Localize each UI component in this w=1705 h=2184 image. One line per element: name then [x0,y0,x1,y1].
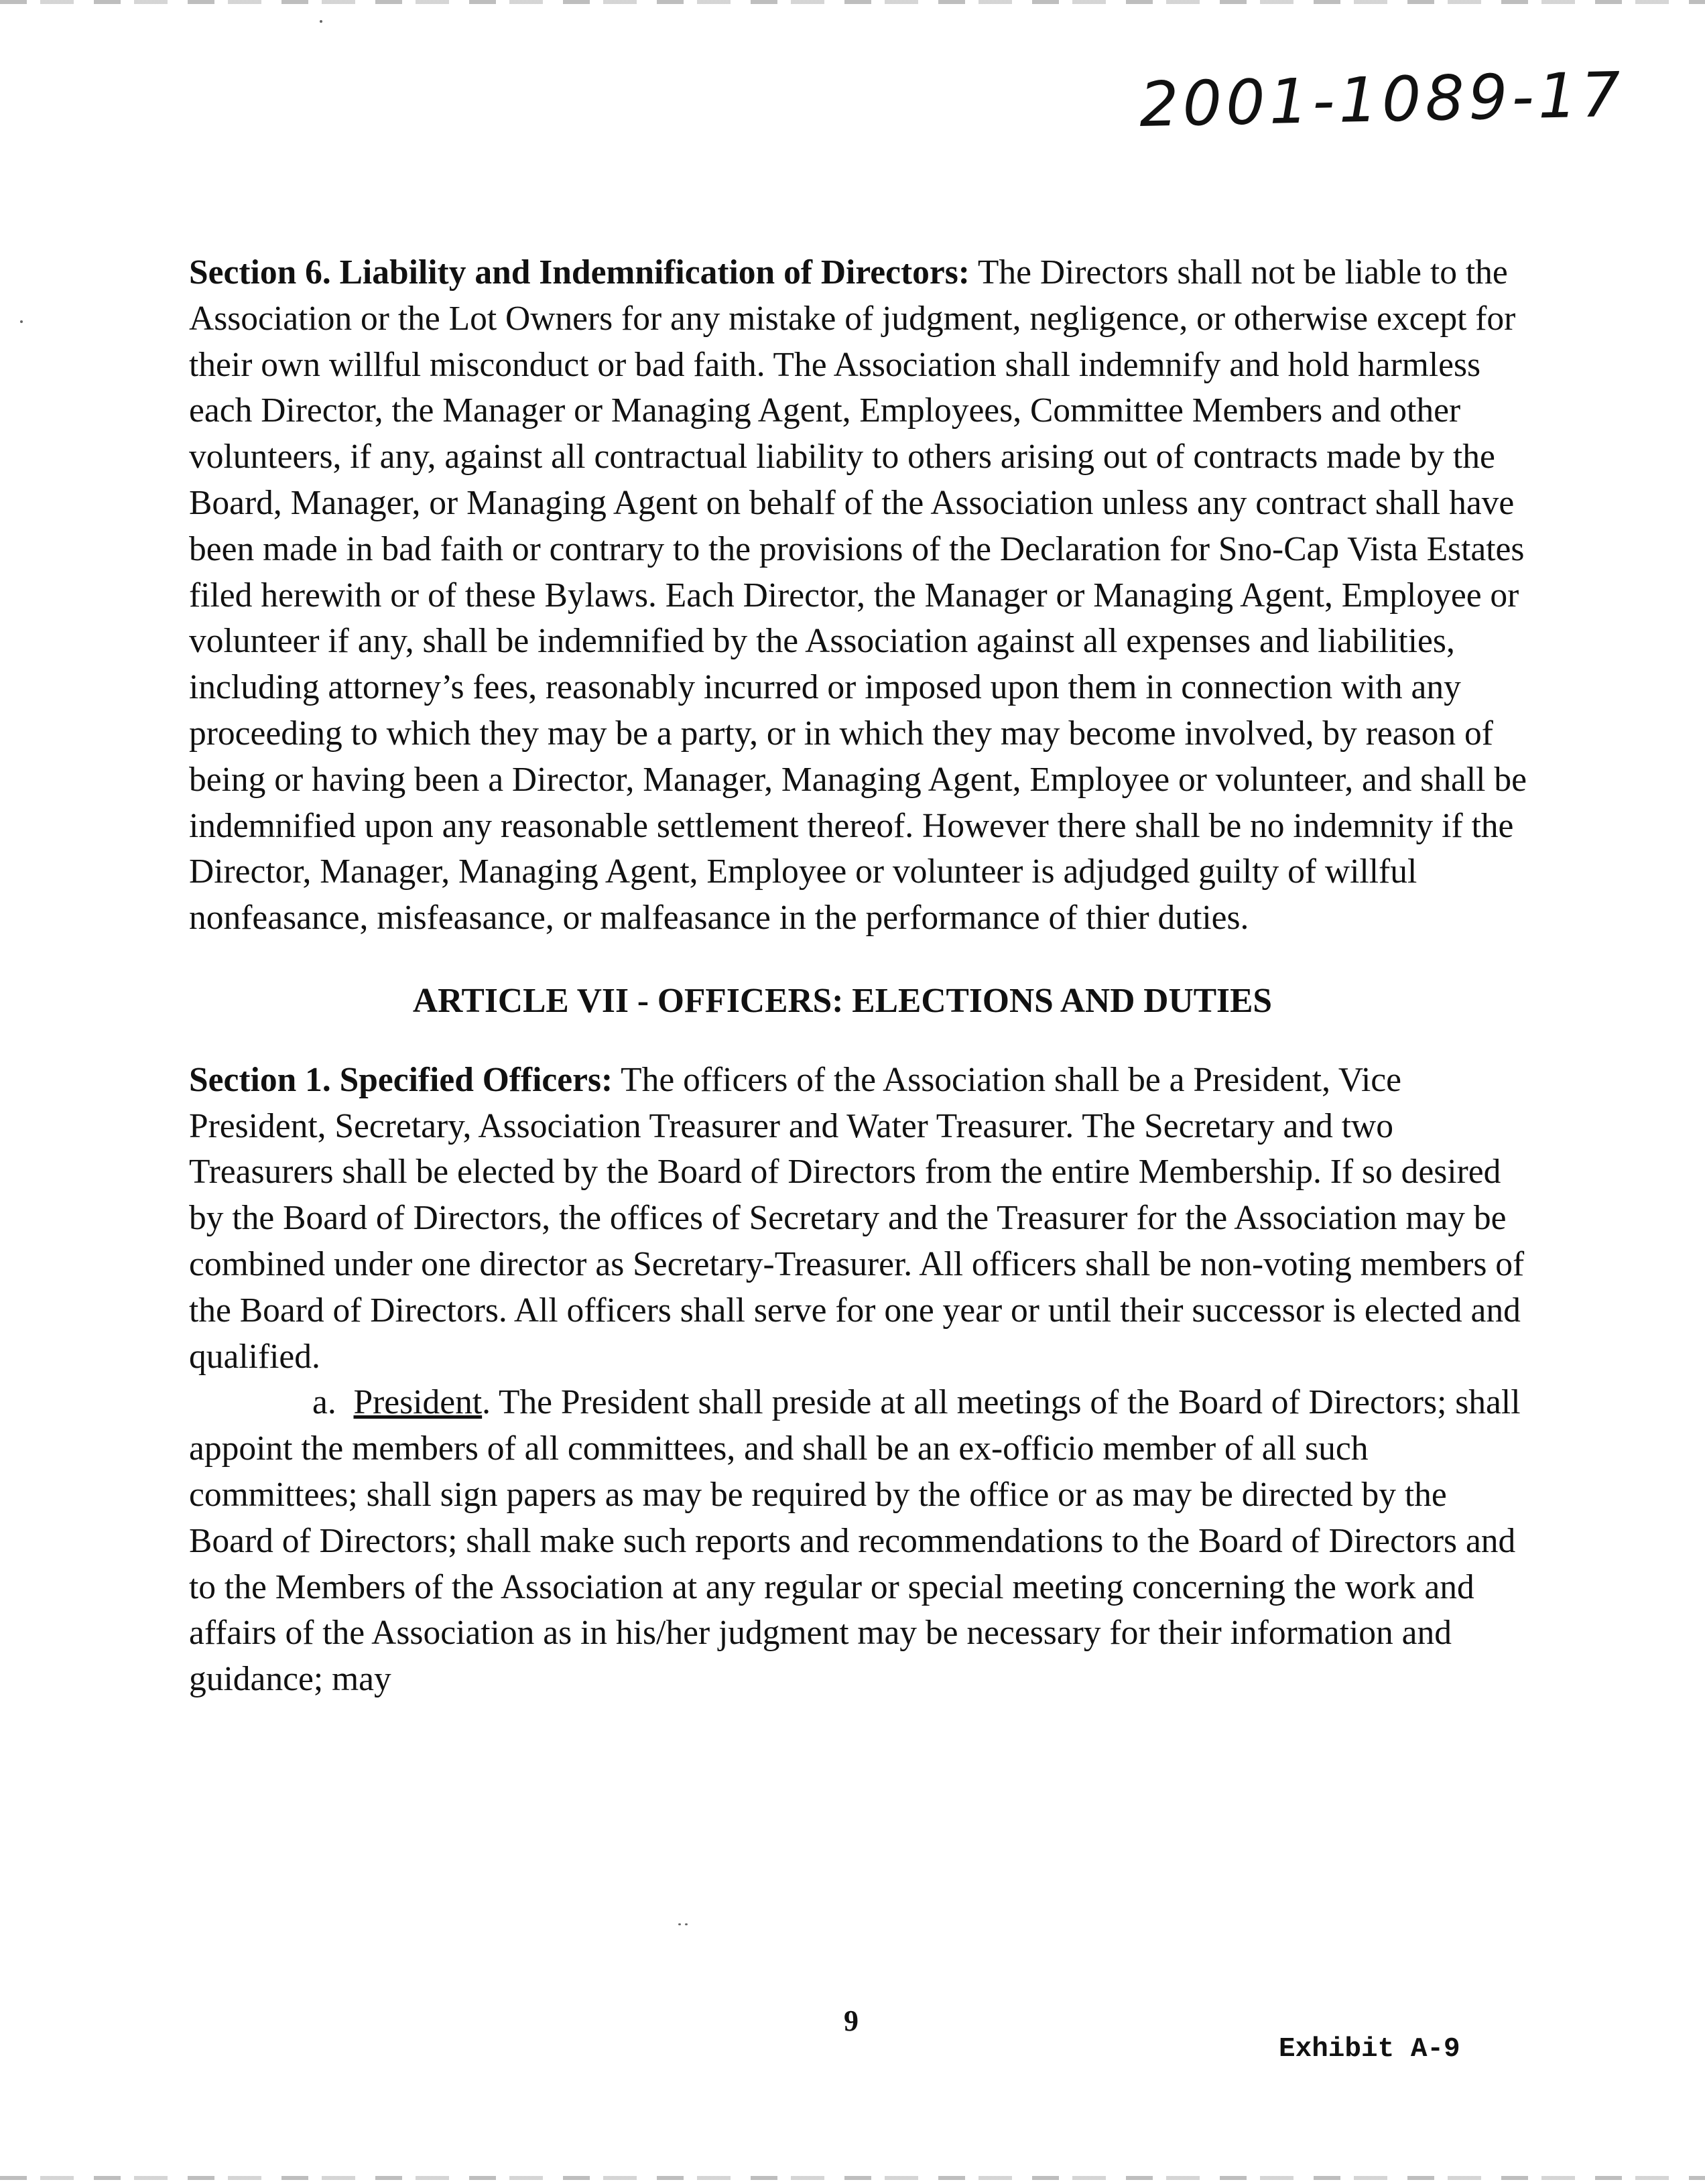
section-1-heading: Section 1. Specified Officers: [189,1060,613,1099]
section-6-heading: Section 6. Liability and Indemnification of Directors: [189,253,970,292]
scan-edge-top [0,0,1705,4]
scan-speck [320,20,322,23]
president-body: . The President shall preside at all meetings of the Board of Directors; shall appoint the members of all committees, and shall be an ex-officio member of all such committees; shall sign papers as may be required by the office or as may be directed by the Board of Directors; shall make such reports and recommendations to the Board of Directors and to the Members of the Association at any regular or special meeting concerning the work and affairs of the Association as in his/her judgment may be necessary for their information and guidance; may [189,1383,1521,1699]
president-item-label: a. [312,1383,336,1422]
handwritten-document-number: 2001-1089-17 [1138,58,1625,141]
scan-speck [678,1923,681,1925]
exhibit-label: Exhibit A-9 [1279,2034,1460,2065]
section-6-paragraph [189,250,1529,942]
president-paragraph [189,1380,1529,1703]
president-title: President [353,1383,483,1422]
section-1-body: The officers of the Association shall be a President, Vice President, Secretary, Association Treasurer and Water Treasurer. The Secretary and two Treasurers shall be elected by the Board of Directors from the entire Membership. If so desired by the Board of Directors, the offices of Secretary and the Treasurer for the Association may be combined under one director as Secretary-Treasurer. All officers shall be non-voting members of the Board of Directors. All officers shall serve for one year or until their successor is elected and qualified. [189,1060,1525,1376]
scan-edge-bottom [0,2176,1705,2180]
scan-speck [685,1923,688,1925]
scan-speck [20,320,23,323]
section-1-paragraph [189,1057,1529,1380]
page-number: 9 [844,2004,859,2037]
document-body [189,250,1529,1703]
article-vii-heading: ARTICLE VII - OFFICERS: ELECTIONS AND DUTIES [412,981,1273,1020]
section-6-body: The Directors shall not be liable to the Association or the Lot Owners for any mistake of judgment, negligence, or otherwise except for their own willful misconduct or bad faith. The Association shall indemnify and hold harmless each Director, the Manager or Managing Agent, Employees, Committee Members and other volunteers, if any, against all contractual liability to others arising out of contracts made by the Board, Manager, or Managing Agent on behalf of the Association unless any contract shall have been made in bad faith or contrary to the provisions of the Declaration for Sno-Cap Vista Estates filed herewith or of these Bylaws. Each Director, the Manager or Managing Agent, Employee or volunteer if any, shall be indemnified by the Association against all expenses and liabilities, including attorney’s fees, reasonably incurred or imposed upon them in connection with any proceeding to which they may be a party, or in which they may become involved, by reason of being or having been a Director, Manager, Managing Agent, Employee or volunteer, and shall be indemnified upon any reasonable settlement thereof. However there shall be no indemnity if the Director, Manager, Managing Agent, Employee or volunteer is adjudged guilty of willful nonfeasance, misfeasance, or malfeasance in the performance of thier duties. [189,253,1527,938]
